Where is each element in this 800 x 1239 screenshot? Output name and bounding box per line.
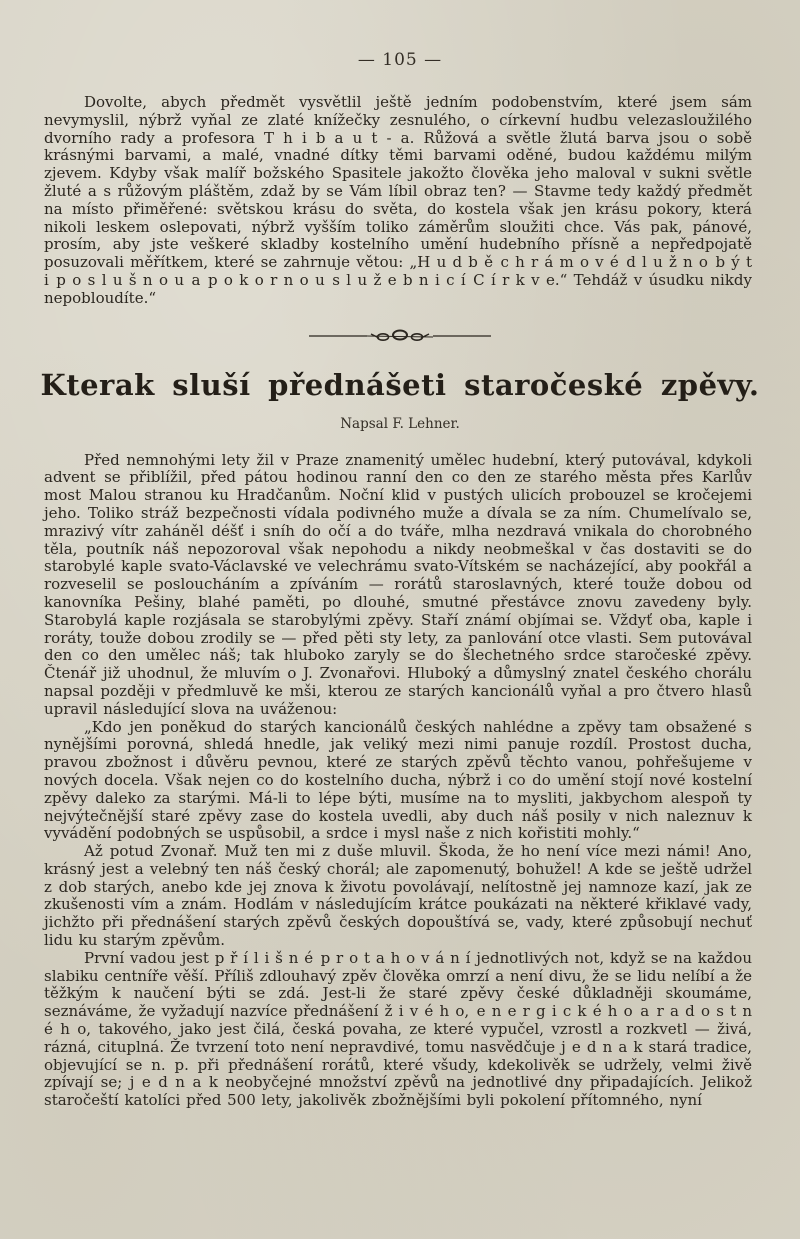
section-divider [305,328,495,344]
article-body [44,452,752,1110]
article-paragraph: První vadou jest p ř í l i š n é p r o t a h o v á n í jednotlivých not, když se na každou slabiku centníře věší. Příliš zdlouhavý zpěv člověka omrzí a není divu, že se lidu nelíbí a že těžkým k naučení býti se zdá. Jest-li že staré zpěvy české důkladněji skoumáme, seznáváme, že vyžadují nazvíce přednášení ž i v é h o, e n e r g i c k é h o a r a d o s t n é h o, takového, jako jest čilá, česká povaha, ze které vypučel, vzrostl a rozkvetl — živá, rázná, cituplná. Že tvrzení toto není nepravdivé, tomu nasvědčuje j e d n a k stará tradice, objevující se n. p. při přednášení rorátů, které všudy, kdekolivěk se udržely, velmi živě zpívají se; j e d n a k neobyčejné množství zpěvů na jednotlivé dny připadajících. Jelikož staročeští katolíci před 500 lety, jakolivěk zbožnějšími byli pokolení přítomného, nyní [44,948,752,1110]
article-paragraph: Před nemnohými lety žil v Praze znamenitý umělec hudební, který putovával, kdykoli advent se přiblížil, před pátou hodinou ranní den co den ze starého města přes Karlův most Malou stranou ku Hradčanům. Noční klid v pustých ulicích probouzel se kročejemi jeho. Toliko stráž bezpečnosti vídala podivného muže a dívala se za ním. Chumelívalo se, mrazivý vítr zaháněl déšť i sníh do očí a do tváře, mlha nezdravá vnikala do chorobného těla, poutník náš nepozoroval však nepohodu a nikdy neobmeškal v čas dostaviti se do starobylé kaple svato-Václavské ve velechrámu svato-Vítském se nacházející, aby pookřál a rozveselil se posloucháním a zpíváním — rorátů staroslavných, které touže dobou od kanovníka Pešiny, blahé paměti, po dlouhé, smutné přestávce znovu zavedeny byly. Starobylá kaple rozjásala se starobylými zpěvy. Staří známí objímai se. Vždyť oba, kaple i roráty, touže dobou zrodily se — před pěti sty lety, za panlování otce vlasti. Sem putovával den co den umělec náš; tak hluboko zaryly se do šlechetného srdce staročeské zpěvy. Čtenář již uhodnul, že mluvím o J. Zvonařovi. Hluboký a důmyslný znatel českého chorálu napsal později v předmluvě ke mši, kterou ze starých kancionálů vyňal a pro čtvero hlasů upravil následující slova na uváženou: [44,450,752,718]
intro-paragraph: Dovolte, abych předmět vysvětlil ještě jedním podobenstvím, které jsem sám nevymyslil, nýbrž vyňal ze zlaté knížečky zesnulého, o církevní hudbu velezasloužilého dvorního rady a profesora T h i b a u t - a. Růžová a světle žlutá barva jsou o sobě krásnými barvami, a malé, vnadné dítky těmi barvami oděné, budou každému milým zjevem. Kdyby však malíř božského Spasitele jakožto člověka jeho maloval v sukni světle žluté a s růžovým pláštěm, zdaž by se Vám líbil obraz ten? — Stavme tedy každý předmět na místo přiměřené: světskou krásu do světa, do kostela však jen krásu pokory, která nikoli leskem oslepovati, nýbrž vyšším toliko záměrům sloužiti chce. Vás pak, pánové, prosím, aby jste veškeré skladby kostelního umění hudebního přísně a nepředpojatě posuzovali měřítkem, které se zahrnuje větou: „H u d b ě c h r á m o v é d l u ž n o b ý t i p o s l u š n o u a p o k o r n o u s l u ž e b n i c í C í r k v e.“ Tehdáž v úsudku nikdy nepobloudíte.“ [44,93,752,307]
article-paragraph: „Kdo jen poněkud do starých kancionálů českých nahlédne a zpěvy tam obsažené s nynějšími porovná, shledá hnedle, jak veliký mezi nimi panuje rozdíl. Prostost ducha, pravou zbožnost i důvěru pevnou, které ze starých zpěvů těchto vanou, pohřešujeme v nových docela. Však nejen co do kostelního ducha, nýbrž i co do umění stojí nové kostelní zpěvy daleko za starými. Má-li to lépe býti, musíme na to mysliti, jakbychom alespoň ty nejvýtečnější staré zpěvy zase do kostela uvedli, aby duch náš posily v nich naleznuv k vyvádění podobných se uspůsobil, a srdce i mysl naše z nich kořistiti mohly.“ [44,717,752,843]
page-number: — 105 — [357,50,443,70]
article-title: Kterak sluší přednášeti staročeské zpěvy. [40,367,760,402]
printer-flourish-icon [305,328,495,344]
intro-section [44,94,752,308]
article-paragraph: Až potud Zvonař. Muž ten mi z duše mluvil. Škoda, že ho není více mezi námi! Ano, krásný jest a velebný ten náš český chorál; ale zapomenutý, bohužel! A kde se ještě udržel z dob starých, anebo kde jej znova k životu povolávají, nelítostně jej namnoze kazí, jak ze zkušenosti vím a znám. Hodlám v následujícím krátce poukázati na některé křiklavé vady, jichžto při přednášení starých zpěvů českých dopouštívá se, vady, které způsobují nechuť lidu ku starým zpěvům. [44,842,752,950]
article-byline: Napsal F. Lehner. [340,415,460,432]
